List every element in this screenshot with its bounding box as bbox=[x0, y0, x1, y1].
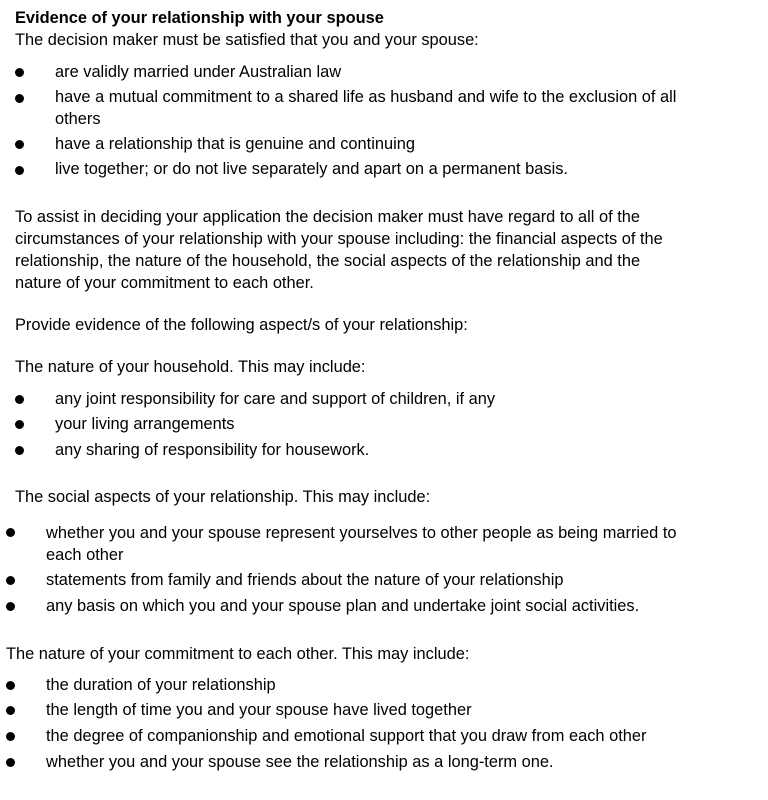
commitment-item: the degree of companionship and emotional support that you draw from each other bbox=[46, 727, 647, 745]
bullet-icon bbox=[6, 576, 15, 585]
social-title: The social aspects of your relationship. This may include: bbox=[15, 488, 431, 506]
bullet-icon bbox=[15, 94, 24, 103]
bullet-icon bbox=[15, 395, 24, 404]
bullet-icon bbox=[6, 706, 15, 715]
criteria-item: have a mutual commitment to a shared life as husband and wife to the exclusion of all bbox=[55, 88, 677, 106]
bullet-icon bbox=[6, 602, 15, 611]
assist-paragraph-line: To assist in deciding your application the decision maker must have regard to all of the bbox=[15, 208, 641, 226]
bullet-icon bbox=[15, 446, 24, 455]
social-item: whether you and your spouse represent yourselves to other people as being married to bbox=[46, 524, 677, 542]
assist-paragraph-line: circumstances of your relationship with your spouse including: the financial aspects of the bbox=[15, 230, 663, 248]
bullet-icon bbox=[15, 140, 24, 149]
bullet-icon bbox=[15, 420, 24, 429]
household-item: any sharing of responsibility for housework. bbox=[55, 441, 370, 459]
section-heading: Evidence of your relationship with your spouse bbox=[15, 9, 384, 27]
bullet-icon bbox=[6, 528, 15, 537]
social-item-continued: each other bbox=[46, 546, 124, 564]
bullet-icon bbox=[6, 758, 15, 767]
household-item: your living arrangements bbox=[55, 415, 235, 433]
provide-evidence-text: Provide evidence of the following aspect/s of your relationship: bbox=[15, 316, 468, 334]
bullet-icon bbox=[6, 681, 15, 690]
commitment-item: the length of time you and your spouse have lived together bbox=[46, 701, 472, 719]
commitment-item: the duration of your relationship bbox=[46, 676, 276, 694]
bullet-icon bbox=[15, 166, 24, 175]
commitment-title: The nature of your commitment to each other. This may include: bbox=[6, 645, 470, 663]
intro-text: The decision maker must be satisfied that you and your spouse: bbox=[15, 31, 479, 49]
bullet-icon bbox=[15, 68, 24, 77]
criteria-item-continued: others bbox=[55, 110, 101, 128]
assist-paragraph-line: relationship, the nature of the household, the social aspects of the relationship and the bbox=[15, 252, 641, 270]
household-item: any joint responsibility for care and support of children, if any bbox=[55, 390, 496, 408]
social-item: statements from family and friends about the nature of your relationship bbox=[46, 571, 564, 589]
bullet-icon bbox=[6, 732, 15, 741]
commitment-item: whether you and your spouse see the relationship as a long-term one. bbox=[46, 753, 554, 771]
assist-paragraph-line: nature of your commitment to each other. bbox=[15, 274, 314, 292]
criteria-item: are validly married under Australian law bbox=[55, 63, 342, 81]
criteria-item: have a relationship that is genuine and continuing bbox=[55, 135, 415, 153]
criteria-item: live together; or do not live separately and apart on a permanent basis. bbox=[55, 160, 568, 178]
social-item: any basis on which you and your spouse plan and undertake joint social activities. bbox=[46, 597, 640, 615]
household-title: The nature of your household. This may include: bbox=[15, 358, 366, 376]
